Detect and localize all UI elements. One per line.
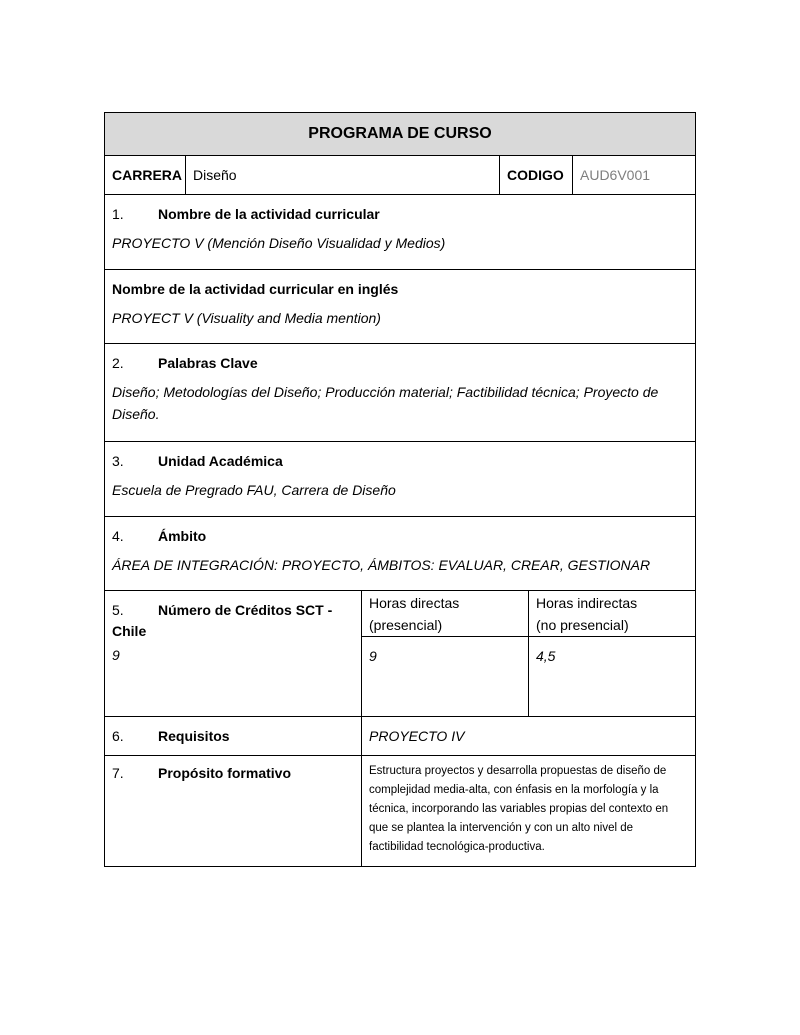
creditos-heading-line1: Número de Créditos SCT - bbox=[158, 602, 333, 618]
section-number: 5. bbox=[112, 602, 124, 618]
requisitos-row bbox=[105, 717, 695, 756]
horas-directas-value: 9 bbox=[362, 637, 529, 716]
proposito-label-cell bbox=[105, 756, 362, 866]
section-value: Diseño; Metodologías del Diseño; Producción material; Factibilidad técnica; Proyecto de Diseño. bbox=[112, 384, 659, 422]
codigo-label: CODIGO bbox=[500, 156, 573, 194]
section-value: ÁREA DE INTEGRACIÓN: PROYECTO, ÁMBITOS: EVALUAR, CREAR, GESTIONAR bbox=[112, 557, 651, 573]
section-number: 4. bbox=[112, 528, 124, 544]
requisitos-value: PROYECTO IV bbox=[369, 728, 465, 744]
carrera-value: Diseño bbox=[186, 156, 500, 194]
page-title: PROGRAMA DE CURSO bbox=[308, 125, 492, 142]
codigo-value: AUD6V001 bbox=[580, 167, 651, 183]
section-ambito bbox=[105, 517, 695, 591]
section-number: 2. bbox=[112, 355, 124, 371]
horas-container bbox=[362, 591, 695, 716]
creditos-cell bbox=[105, 591, 362, 716]
section-value: Escuela de Pregrado FAU, Carrera de Diseño bbox=[112, 482, 396, 498]
section-palabras-clave bbox=[105, 344, 695, 442]
section-number: 1. bbox=[112, 206, 124, 222]
proposito-line: técnica, incorporando las variables propias del contexto en bbox=[369, 803, 669, 815]
section-heading: Palabras Clave bbox=[158, 355, 258, 371]
section-heading: Ámbito bbox=[158, 528, 207, 544]
section-number: 3. bbox=[112, 453, 124, 469]
section-number: 6. bbox=[112, 728, 124, 744]
proposito-text bbox=[362, 756, 695, 866]
course-program-table bbox=[104, 112, 696, 867]
table-title-row bbox=[105, 113, 695, 156]
section-heading: Propósito formativo bbox=[158, 765, 292, 781]
carrera-label: CARRERA bbox=[105, 156, 186, 194]
requisitos-label-cell bbox=[105, 717, 362, 755]
section-heading: Requisitos bbox=[158, 728, 230, 744]
proposito-line: Estructura proyectos y desarrolla propuestas de diseño de bbox=[369, 765, 667, 777]
section-heading: Nombre de la actividad curricular bbox=[158, 206, 380, 222]
creditos-value: 9 bbox=[112, 647, 120, 663]
proposito-row bbox=[105, 756, 695, 866]
horas-indirectas-label: Horas indirectas (no presencial) bbox=[536, 595, 638, 633]
section-unidad-academica bbox=[105, 442, 695, 517]
horas-directas-label: Horas directas (presencial) bbox=[362, 591, 529, 636]
section-heading: Nombre de la actividad curricular en inglés bbox=[112, 281, 399, 297]
section-nombre bbox=[105, 195, 695, 270]
proposito-line: factibilidad tecnológica-productiva. bbox=[369, 841, 545, 853]
section-value: PROYECT V (Visuality and Media mention) bbox=[112, 310, 381, 326]
section-heading: Unidad Académica bbox=[158, 453, 283, 469]
proposito-line: que se plantea la intervención y con un alto nivel de bbox=[369, 822, 634, 834]
section-nombre-ingles bbox=[105, 270, 695, 344]
creditos-row bbox=[105, 591, 695, 717]
horas-header-row bbox=[362, 591, 695, 637]
horas-indirectas-value: 4,5 bbox=[536, 648, 556, 664]
horas-values-row bbox=[362, 637, 695, 716]
section-value: PROYECTO V (Mención Diseño Visualidad y Medios) bbox=[112, 235, 446, 251]
proposito-line: complejidad media-alta, con énfasis en la morfología y la bbox=[369, 784, 659, 796]
creditos-heading-line2: Chile bbox=[112, 623, 147, 639]
carrera-row bbox=[105, 156, 695, 195]
section-number: 7. bbox=[112, 765, 124, 781]
